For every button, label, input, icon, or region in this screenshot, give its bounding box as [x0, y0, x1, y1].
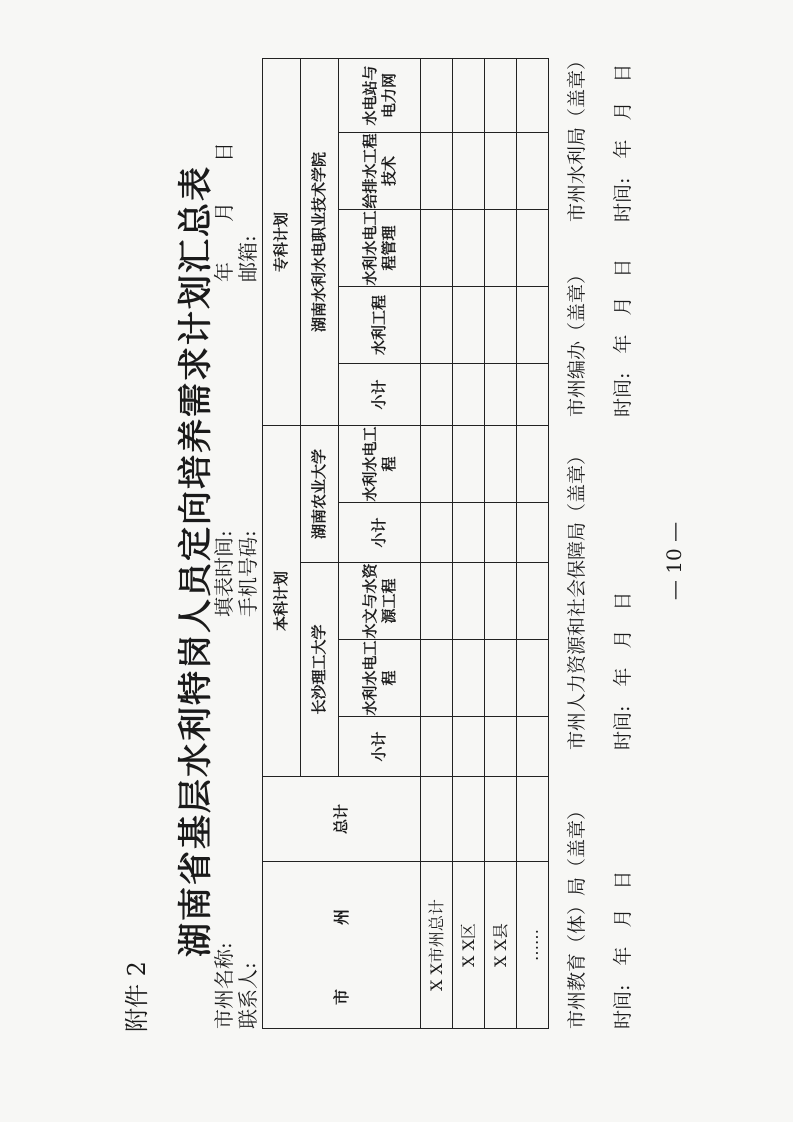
signature-water-bureau: 市州水利局（盖章）	[566, 50, 588, 222]
data-cell[interactable]	[517, 777, 549, 862]
table-row	[421, 59, 453, 1029]
signature-hr-bureau: 市州人力资源和社会保障局（盖章）	[566, 445, 588, 750]
data-cell[interactable]	[421, 503, 453, 563]
data-cell[interactable]	[453, 503, 485, 563]
data-cell[interactable]	[517, 133, 549, 210]
email-label: 邮箱:	[236, 235, 260, 282]
data-cell[interactable]	[517, 563, 549, 640]
major-header: 水利水电工程	[339, 640, 421, 717]
data-cell[interactable]	[485, 287, 517, 364]
data-cell[interactable]	[517, 59, 549, 133]
data-cell[interactable]	[485, 210, 517, 287]
data-cell[interactable]	[453, 563, 485, 640]
header-school-changsha: 长沙理工大学	[301, 563, 339, 777]
data-cell[interactable]	[453, 640, 485, 717]
data-cell[interactable]	[517, 426, 549, 503]
data-cell[interactable]	[485, 59, 517, 133]
subtotal-header: 小计	[339, 503, 421, 563]
subtotal-header: 小计	[339, 717, 421, 777]
row-label: X X县	[485, 862, 517, 1029]
signature-education-bureau: 市州教育（体）局（盖章）	[566, 800, 588, 1029]
data-cell[interactable]	[517, 287, 549, 364]
data-cell[interactable]	[485, 640, 517, 717]
signature-staffing-office: 市州编办（盖章）	[566, 264, 588, 417]
major-header: 给排水工程技术	[339, 133, 421, 210]
major-header: 水利水电工程	[339, 426, 421, 503]
date-label: 年 月 日	[212, 142, 236, 282]
data-cell[interactable]	[421, 287, 453, 364]
signature-water-time: 时间: 年 月 日	[612, 63, 634, 222]
data-cell[interactable]	[421, 59, 453, 133]
subtotal-header: 小计	[339, 364, 421, 426]
header-undergrad-plan: 本科计划	[263, 426, 301, 777]
major-header: 水利水电工程管理	[339, 210, 421, 287]
data-cell[interactable]	[453, 426, 485, 503]
row-label: X X市州总计	[421, 862, 453, 1029]
header-school-agri: 湖南农业大学	[301, 426, 339, 563]
signature-hr-time: 时间: 年 月 日	[612, 591, 634, 750]
data-cell[interactable]	[517, 717, 549, 777]
data-cell[interactable]	[453, 287, 485, 364]
page-number: — 10 —	[662, 521, 686, 601]
table-row	[485, 59, 517, 1029]
data-cell[interactable]	[421, 426, 453, 503]
col-header-city: 市 州	[263, 862, 421, 1029]
city-name-label: 市州名称:	[212, 942, 236, 1029]
data-cell[interactable]	[453, 210, 485, 287]
fill-time-label: 填表时间:	[212, 530, 236, 617]
data-cell[interactable]	[517, 640, 549, 717]
data-cell[interactable]	[453, 364, 485, 426]
data-cell[interactable]	[485, 563, 517, 640]
data-cell[interactable]	[453, 59, 485, 133]
plan-table	[262, 58, 549, 1029]
data-cell[interactable]	[421, 210, 453, 287]
table-row	[453, 59, 485, 1029]
data-cell[interactable]	[453, 717, 485, 777]
row-label: ……	[517, 862, 549, 1029]
data-cell[interactable]	[517, 210, 549, 287]
data-cell[interactable]	[485, 364, 517, 426]
contact-label: 联系人:	[236, 962, 260, 1029]
attachment-label: 附件 2	[123, 961, 151, 1032]
data-cell[interactable]	[421, 777, 453, 862]
data-cell[interactable]	[421, 717, 453, 777]
data-cell[interactable]	[517, 364, 549, 426]
data-cell[interactable]	[421, 133, 453, 210]
data-cell[interactable]	[485, 503, 517, 563]
table-row	[517, 59, 549, 1029]
major-header: 水利工程	[339, 287, 421, 364]
header-college-plan: 专科计划	[263, 59, 301, 426]
data-cell[interactable]	[485, 133, 517, 210]
col-header-total: 总计	[263, 777, 421, 862]
data-cell[interactable]	[517, 503, 549, 563]
data-cell[interactable]	[485, 717, 517, 777]
data-cell[interactable]	[421, 640, 453, 717]
data-cell[interactable]	[485, 426, 517, 503]
header-school-hydro: 湖南水利水电职业技术学院	[301, 59, 339, 426]
row-label: X X区	[453, 862, 485, 1029]
data-cell[interactable]	[485, 777, 517, 862]
data-cell[interactable]	[453, 133, 485, 210]
signature-education-time: 时间: 年 月 日	[612, 870, 634, 1029]
form-title: 湖南省基层水利特岗人员定向培养需求计划汇总表	[176, 165, 216, 957]
data-cell[interactable]	[421, 563, 453, 640]
data-cell[interactable]	[421, 364, 453, 426]
phone-label: 手机号码:	[236, 530, 260, 617]
major-header: 水电站与电力网	[339, 59, 421, 133]
data-cell[interactable]	[453, 777, 485, 862]
signature-staffing-time: 时间: 年 月 日	[612, 258, 634, 417]
major-header: 水文与水资源工程	[339, 563, 421, 640]
